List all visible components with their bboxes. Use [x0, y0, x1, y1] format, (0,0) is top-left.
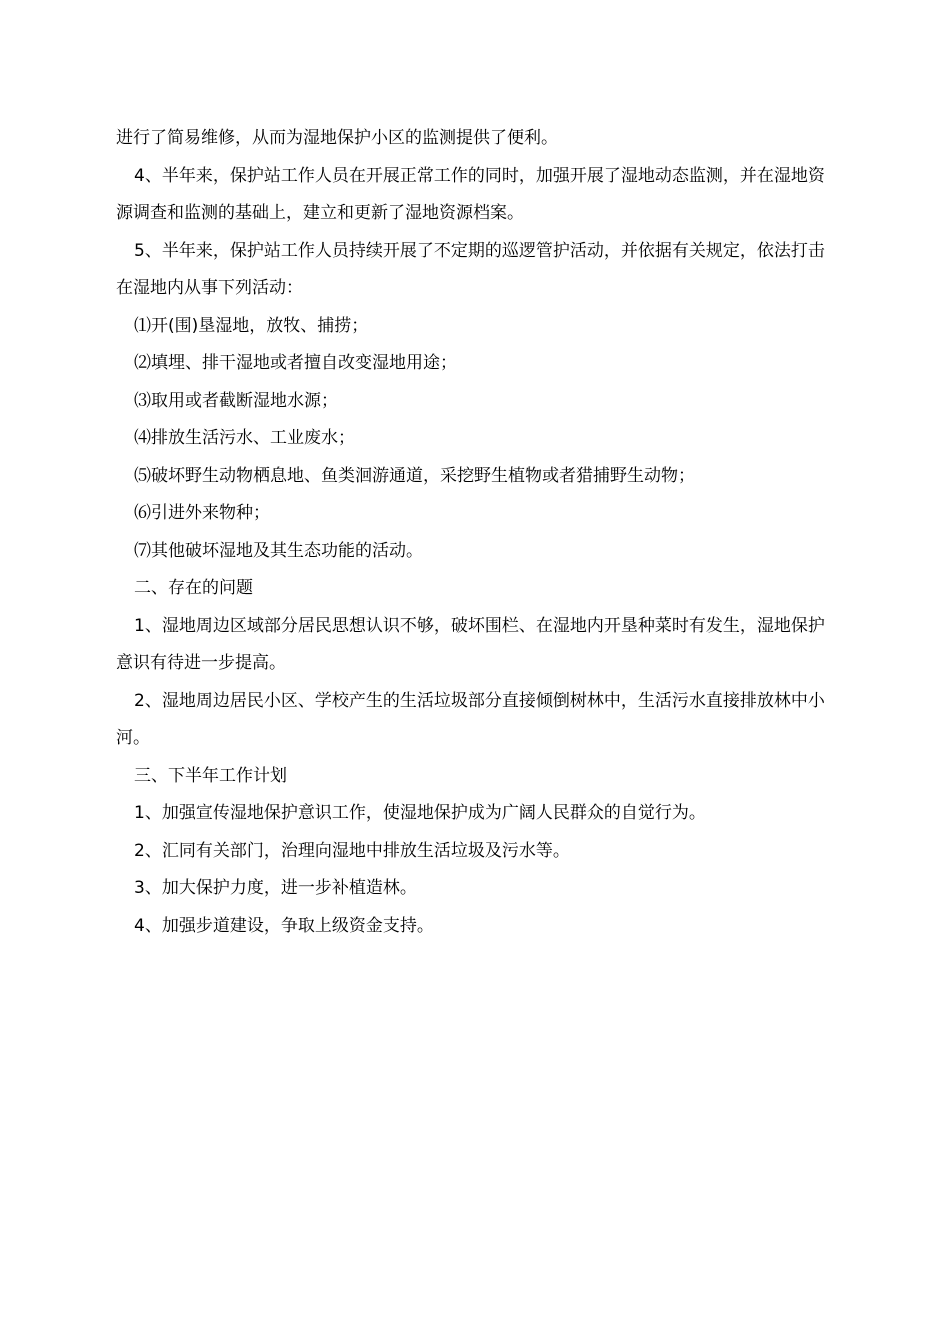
- paragraph-continuation: 进行了简易维修，从而为湿地保护小区的监测提供了便利。: [116, 128, 558, 148]
- list-item: ⑴开(围)垦湿地，放牧、捕捞；: [134, 315, 369, 336]
- paragraph-problem-1: 1、湿地周边区域部分居民思想认识不够，破坏围栏、在湿地内开垦种菜时有发生，湿地保护意识有待进一步提高。: [116, 615, 825, 673]
- list-item: ⑶取用或者截断湿地水源；: [134, 390, 338, 411]
- section-heading-problems: 二、存在的问题: [134, 578, 253, 598]
- paragraph-item-4: 4、半年来，保护站工作人员在开展正常工作的同时，加强开展了湿地动态监测，并在湿地资源调查和监测的基础上，建立和更新了湿地资源档案。: [116, 165, 825, 223]
- paragraph-plan-1: 1、加强宣传湿地保护意识工作，使湿地保护成为广阔人民群众的自觉行为。: [134, 803, 706, 823]
- list-item: ⑸破坏野生动物栖息地、鱼类洄游通道，采挖野生植物或者猎捕野生动物；: [134, 465, 695, 486]
- list-item: ⑷排放生活污水、工业废水；: [134, 428, 355, 448]
- paragraph-plan-2: 2、汇同有关部门，治理向湿地中排放生活垃圾及污水等。: [134, 840, 570, 861]
- list-item: ⑺其他破坏湿地及其生态功能的活动。: [134, 540, 423, 561]
- document-body: [116, 120, 836, 945]
- paragraph-plan-3: 3、加大保护力度，进一步补植造林。: [134, 878, 417, 898]
- section-heading-plan: 三、下半年工作计划: [134, 765, 287, 786]
- list-item: ⑵填埋、排干湿地或者擅自改变湿地用途；: [134, 353, 457, 373]
- paragraph-problem-2: 2、湿地周边居民小区、学校产生的生活垃圾部分直接倾倒树林中，生活污水直接排放林中小河。: [116, 690, 825, 748]
- paragraph-item-5: 5、半年来，保护站工作人员持续开展了不定期的巡逻管护活动，并依据有关规定，依法打击在湿地内从事下列活动：: [116, 240, 825, 298]
- list-item: ⑹引进外来物种；: [134, 503, 270, 523]
- paragraph-plan-4: 4、加强步道建设，争取上级资金支持。: [134, 915, 434, 936]
